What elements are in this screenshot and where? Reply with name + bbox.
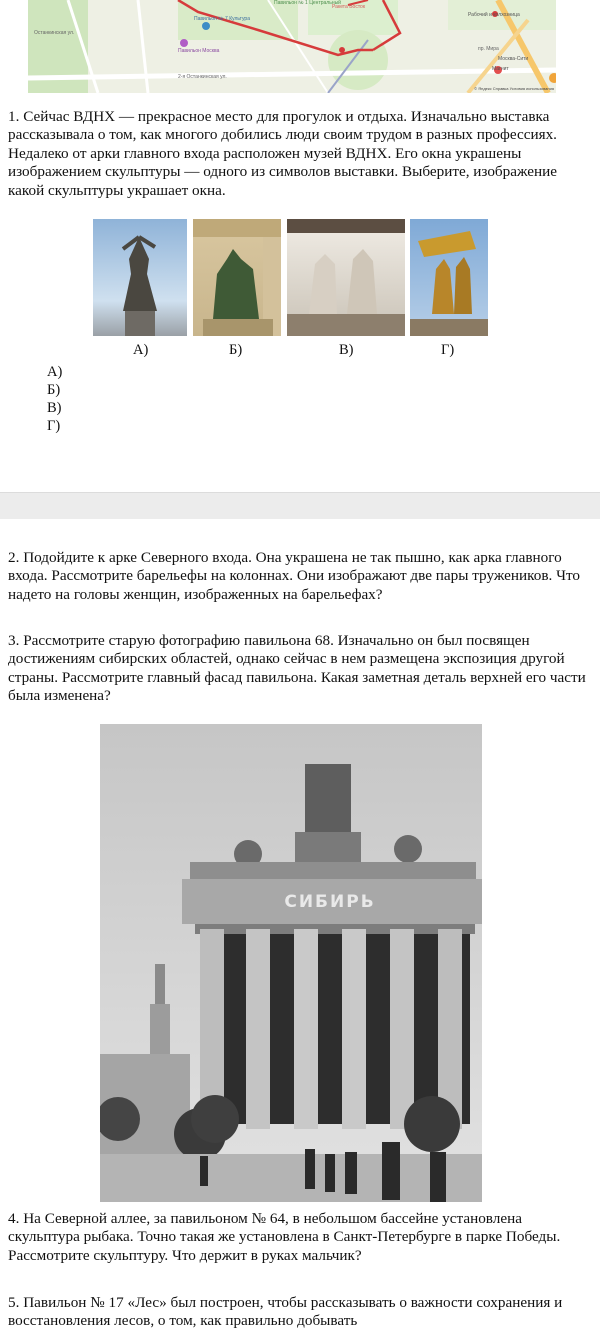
map-label: Ракета Восток [332, 4, 366, 10]
question-5-text: 5. Павильон № 17 «Лес» был построен, чтобы рассказывать о важности сохранения и восстановления лесов, о том, как правильно добывать [8, 1294, 563, 1330]
answer-option-a: А) [47, 364, 63, 380]
sculpture-image-g [410, 219, 488, 336]
question-4-text: 4. На Северной аллее, за павильоном № 64, в небольшом бассейне установлена скульптура рыбака. Точно такая же установлена в Санкт-Петербурге в парке Победы. Рассмотрите скульптуру. Что держит в руках мальчик? [8, 1210, 561, 1264]
map-label: Павильон Москва [178, 48, 220, 54]
sculpture-image-b [193, 219, 281, 336]
sculpture-image-v [287, 219, 405, 336]
photo-inscription: СИБИРЬ [284, 892, 376, 912]
image-caption-g: Г) [441, 342, 455, 358]
question-1-text: 1. Сейчас ВДНХ — прекрасное место для прогулок и отдыха. Изначально выставка рассказывала о том, как многого добились люди своим трудом в разных профессиях. Недалеко от арки главного входа расположен музей ВДНХ. Его окна украшены изображением скульптуры — одного из символов выставки. Выберите, изображение какой скульптуры украшает окна. [8, 108, 558, 199]
image-caption-a: А) [133, 342, 149, 358]
pavilion-drawing [100, 724, 482, 1202]
question-2-text: 2. Подойдите к арке Северного входа. Она украшена не так пышно, как арка главного входа. Рассмотрите барельефы на колоннах. Они изображают две пары тружеников. Что надето на головы женщин, изображенных на барельефах? [8, 549, 580, 603]
map-label: Магнит [492, 66, 509, 72]
answer-option-v: В) [47, 400, 62, 416]
answer-option-b: Б) [47, 382, 61, 398]
image-caption-b: Б) [229, 342, 243, 358]
image-caption-v: В) [339, 342, 354, 358]
map-label: 2-я Останкинская ул. [178, 74, 227, 80]
answer-option-g: Г) [47, 418, 61, 434]
map-footer: © Яндекс Справка Условия использования [474, 86, 554, 91]
map-label: Рабочий и колхозница [468, 12, 520, 18]
map-label: пр. Мира [478, 46, 499, 52]
vdnh-map [28, 0, 556, 93]
answer-options [47, 363, 62, 435]
sculpture-image-a [93, 219, 187, 336]
document-page-1 [0, 0, 600, 492]
question-3-text: 3. Рассмотрите старую фотографию павильона 68. Изначально он был посвящен достижениям сибирских областей, однако сейчас в нем размещена экспозиция другой страны. Рассмотрите главный фасад павильона. Какая заметная деталь верхней его части была изменена? [8, 632, 586, 705]
siberia-pavilion-photo [100, 724, 482, 1202]
map-label: Павильон № 1 Центральный [274, 0, 341, 6]
map-label: Москва-Сити [498, 56, 529, 62]
page-break [0, 492, 600, 520]
map-label: Останкинская ул. [34, 30, 75, 36]
map-label: Павильон № 7 Культура [194, 16, 250, 22]
